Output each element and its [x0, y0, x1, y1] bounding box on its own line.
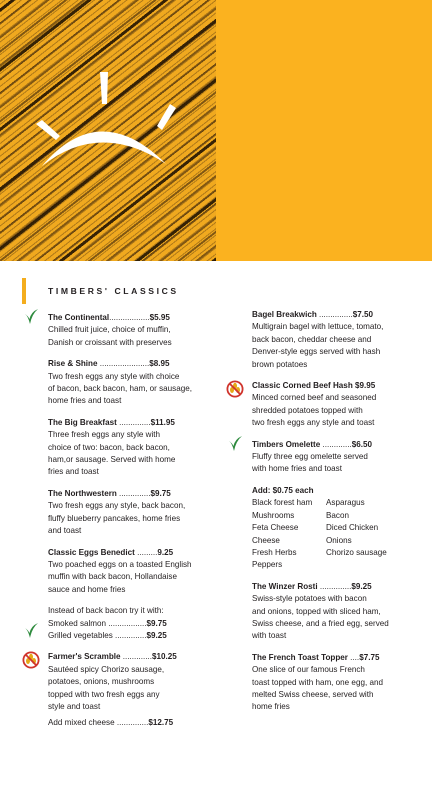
item-description: Two poached eggs on a toasted English muffin with back bacon, Hollandaise sauce and home fries: [48, 559, 192, 594]
vegetarian-leaf-icon: [22, 308, 40, 326]
option-grilled-vegetables: [48, 630, 226, 642]
option-label: Grilled vegetables: [48, 630, 113, 640]
addons-column-1: [252, 497, 326, 571]
sunrise-logo-icon: [30, 68, 190, 178]
item-name: Timbers Omelette: [252, 439, 321, 449]
price-leader: ....: [347, 652, 360, 662]
item-price: $7.50: [352, 310, 374, 319]
option-label: Smoked salmon: [48, 618, 107, 628]
option-smoked-salmon: [48, 618, 226, 630]
menu-item-corned-beef-hash: [252, 380, 412, 430]
item-price: $11.95: [150, 417, 175, 427]
item-description: Two fresh eggs any style with choice of bacon, back bacon, ham, or sausage, home fries and toast: [48, 371, 192, 406]
options-intro: Instead of back bacon try it with:: [48, 606, 164, 616]
vegetarian-leaf-icon: [226, 435, 244, 453]
item-price: $9.25: [351, 581, 372, 591]
price-leader: .............: [120, 652, 153, 662]
section-title: TIMBERS' CLASSICS: [48, 286, 179, 296]
addons-grid: [252, 497, 412, 571]
menu-item-bagel-breakwich: [252, 309, 412, 371]
price-leader: ..............: [116, 488, 151, 498]
addon-option: Fresh Herbs: [252, 547, 297, 557]
option-label: Add mixed cheese: [48, 718, 115, 728]
price-leader: .............: [320, 439, 352, 449]
price-leader: ..............: [114, 718, 149, 728]
item-name: The Big Breakfast: [48, 417, 117, 427]
item-name: The Continental: [48, 313, 110, 322]
menu-item-big-breakfast: [48, 417, 226, 479]
section-accent-bar: [22, 278, 26, 304]
option-price: $9.75: [146, 618, 167, 628]
addon-option: Peppers: [252, 560, 283, 570]
item-description: Sautéed spicy Chorizo sausage, potatoes, onions, mushrooms topped with two fresh eggs any style and toast: [48, 664, 165, 711]
addon-option: Cheese: [252, 535, 280, 545]
no-wheat-icon: [22, 651, 40, 669]
item-description: One slice of our famous French toast topped with ham, one egg, and melted Swiss cheese, served with home fries: [252, 665, 383, 712]
item-price: $7.75: [359, 652, 380, 662]
addons-block: [252, 485, 412, 572]
option-price: $12.75: [148, 718, 174, 728]
menu-column-left: [48, 312, 226, 730]
price-leader: .................: [106, 618, 147, 628]
vegetarian-leaf-icon: [22, 622, 40, 640]
item-price: 9.25: [157, 547, 174, 557]
addon-option: Asparagus: [326, 498, 365, 508]
item-price: $9.75: [150, 488, 171, 498]
benedict-options: [48, 605, 226, 642]
addon-option: Black forest ham: [252, 498, 313, 508]
addon-option: Onions: [326, 535, 352, 545]
item-price: $6.50: [351, 439, 372, 449]
item-description: Three fresh eggs any style with choice of two: bacon, back bacon, ham,or sausage. Served with home fries and toast: [48, 430, 176, 477]
menu-item-continental: [48, 312, 226, 349]
item-price: $10.25: [152, 652, 177, 662]
item-name: Classic Corned Beef Hash: [252, 381, 353, 391]
item-name: Rise & Shine: [48, 359, 98, 369]
addon-option: Chorizo sausage: [326, 547, 387, 557]
item-name: Farmer's Scramble: [48, 652, 121, 662]
price-leader: ..............: [317, 581, 352, 591]
wood-texture-panel: [0, 0, 216, 261]
item-name: The Winzer Rosti: [252, 581, 318, 591]
addon-option: Bacon: [326, 510, 349, 520]
price-leader: ..............: [112, 630, 147, 640]
option-price: $9.25: [146, 630, 167, 640]
addons-column-2: [326, 497, 412, 571]
price-leader: ...............: [316, 310, 353, 319]
item-description: Chilled fruit juice, choice of muffin, Danish or croissant with preserves: [48, 325, 172, 347]
menu-column-right: [252, 309, 412, 723]
hero-banner: [0, 0, 432, 261]
addon-option: Mushrooms: [252, 510, 295, 520]
menu-item-eggs-benedict: [48, 547, 226, 597]
menu-item-northwestern: [48, 488, 226, 538]
item-description: Minced corned beef and seasoned shredded potatoes topped with two fresh eggs any style and toast: [252, 393, 377, 428]
menu-item-farmers-scramble: [48, 651, 226, 713]
price-leader: ..............: [116, 417, 151, 427]
item-description: Fluffy three egg omelette served with home fries and toast: [252, 452, 368, 474]
item-name: Classic Eggs Benedict: [48, 547, 135, 557]
price-leader: .........: [134, 547, 158, 557]
item-description: Swiss-style potatoes with bacon and onions, topped with sliced ham, Swiss cheese, and a fried egg, served with toast: [252, 594, 389, 641]
no-wheat-icon: [226, 380, 244, 398]
price-leader: ......................: [97, 359, 150, 369]
add-mixed-cheese: [48, 717, 226, 729]
item-description: Two fresh eggs any style, back bacon, fluffy blueberry pancakes, home fries and toast: [48, 501, 186, 536]
menu-item-french-toast-topper: [252, 652, 412, 714]
item-price: $5.95: [149, 313, 170, 322]
item-name: Bagel Breakwich: [252, 310, 317, 319]
addons-title: Add: $0.75 each: [252, 485, 314, 495]
addon-option: Diced Chicken: [326, 523, 379, 533]
item-name: The French Toast Topper: [252, 652, 348, 662]
item-description: Multigrain bagel with lettuce, tomato, back bacon, cheddar cheese and Denver-style eggs served with hash brown potatoes: [252, 322, 384, 369]
item-name: The Northwestern: [48, 488, 117, 498]
price-leader: ..................: [109, 313, 150, 322]
menu-item-timbers-omelette: [252, 439, 412, 476]
item-price: $9.95: [355, 381, 376, 391]
item-price: $8.95: [149, 359, 170, 369]
menu-item-winzer-rosti: [252, 581, 412, 643]
addon-option: Feta Cheese: [252, 523, 299, 533]
menu-item-rise-and-shine: [48, 358, 226, 408]
accent-color-panel: [216, 0, 432, 261]
